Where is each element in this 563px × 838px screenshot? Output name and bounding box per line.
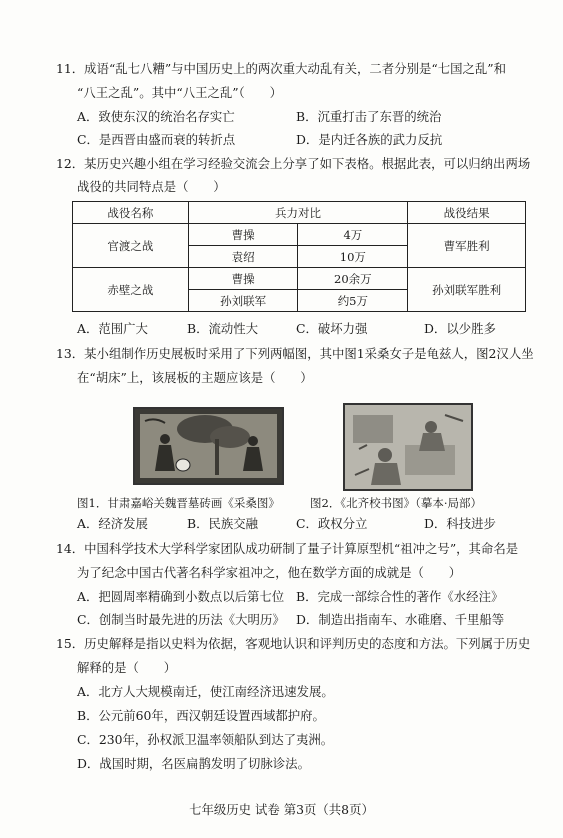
result-cell: 曹军胜利 (408, 224, 526, 268)
q13-stem-line2: 在“胡床”上，该展板的主题应该是（ ） (77, 370, 313, 385)
q13-option-c[interactable]: C．政权分立 (296, 516, 368, 531)
q11-option-a[interactable]: A．致使东汉的统治名存实亡 (77, 109, 235, 124)
q11-option-c[interactable]: C．是西晋由盛而衰的转折点 (77, 132, 236, 147)
q12-option-b[interactable]: B．流动性大 (187, 321, 259, 336)
figure1-caption: 图1．甘肃嘉峪关魏晋墓砖画《采桑图》 (77, 496, 280, 510)
q15-stem-line1: 15．历史解释是指以史料为依据，客观地认识和评判历史的态度和方法。下列属于历史 (56, 636, 531, 651)
q13-option-b[interactable]: B．民族交融 (187, 516, 259, 531)
q13-option-a[interactable]: A．经济发展 (77, 516, 148, 531)
q12-option-a[interactable]: A．范围广大 (77, 321, 148, 336)
q14-option-d[interactable]: D．制造出指南车、水碓磨、千里船等 (296, 612, 505, 627)
battle-comparison-table (72, 201, 526, 312)
figure-northern-qi-collating-books (343, 403, 473, 491)
figure2-caption: 图2．《北齐校书图》（摹本·局部） (310, 496, 482, 510)
q11-option-d[interactable]: D．是内迁各族的武力反抗 (296, 132, 443, 147)
q15-stem-line2: 解释的是（ ） (77, 660, 177, 675)
battle-name-cell: 官渡之战 (73, 224, 189, 268)
q15-option-d[interactable]: D．战国时期，名医扁鹊发明了切脉诊法。 (77, 756, 310, 771)
q12-stem-line1: 12．某历史兴趣小组在学习经验交流会上分享了如下表格。根据此表，可以归纳出两场 (56, 156, 531, 171)
force-cell: 约5万 (298, 290, 408, 312)
battle-name-cell: 赤壁之战 (73, 268, 189, 312)
q14-stem-line1: 14．中国科学技术大学科学家团队成功研制了量子计算原型机“祖冲之号”，其命名是 (56, 541, 519, 556)
brick-painting-image (135, 409, 282, 483)
q13-stem-line1: 13．某小组制作历史展板时采用了下列两幅图，其中图1采桑女子是龟兹人，图2汉人坐 (56, 346, 534, 361)
table-row (73, 268, 526, 290)
q11-option-b[interactable]: B．沉重打击了东晋的统治 (296, 109, 442, 124)
q15-option-c[interactable]: C．230年，孙权派卫温率领船队到达了夷洲。 (77, 732, 334, 747)
side-cell: 袁绍 (188, 246, 298, 268)
collating-books-image (345, 405, 471, 489)
q11-stem-line1: 11．成语“乱七八糟”与中国历史上的两次重大动乱有关，二者分别是“七国之乱”和 (56, 61, 506, 76)
figure-mulberry-picking-brick-painting (133, 407, 284, 485)
result-cell: 孙刘联军胜利 (408, 268, 526, 312)
q12-option-d[interactable]: D．以少胜多 (424, 321, 496, 336)
q12-option-c[interactable]: C．破坏力强 (296, 321, 368, 336)
side-cell: 曹操 (188, 268, 298, 290)
header-battle-name: 战役名称 (73, 202, 189, 224)
side-cell: 孙刘联军 (188, 290, 298, 312)
q14-option-c[interactable]: C．创制当时最先进的历法《大明历》 (77, 612, 285, 627)
q13-option-d[interactable]: D．科技进步 (424, 516, 496, 531)
q11-stem-line2: “八王之乱”。其中“八王之乱”（ ） (77, 85, 282, 100)
force-cell: 4万 (298, 224, 408, 246)
q14-option-a[interactable]: A．把圆周率精确到小数点以后第七位 (77, 589, 285, 604)
table-header-row (73, 202, 526, 224)
side-cell: 曹操 (188, 224, 298, 246)
q12-stem-line2: 战役的共同特点是（ ） (77, 179, 226, 194)
table-row (73, 224, 526, 246)
q15-option-b[interactable]: B．公元前60年，西汉朝廷设置西域都护府。 (77, 708, 325, 723)
page-footer: 七年级历史 试卷 第3页（共8页） (189, 802, 374, 817)
force-cell: 10万 (298, 246, 408, 268)
header-force-comparison: 兵力对比 (188, 202, 408, 224)
q14-stem-line2: 为了纪念中国古代著名科学家祖冲之，他在数学方面的成就是（ ） (77, 565, 462, 580)
force-cell: 20余万 (298, 268, 408, 290)
header-battle-result: 战役结果 (408, 202, 526, 224)
q15-option-a[interactable]: A．北方人大规模南迁，使江南经济迅速发展。 (77, 684, 334, 699)
q14-option-b[interactable]: B．完成一部综合性的著作《水经注》 (296, 589, 504, 604)
